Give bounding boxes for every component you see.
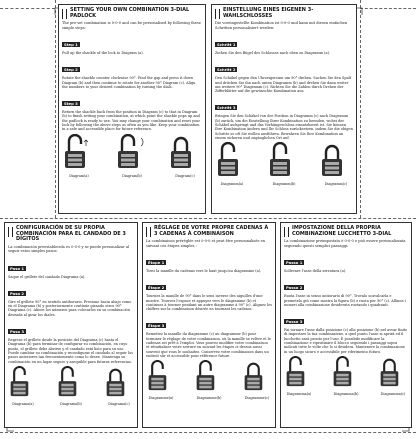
diagram-a (8, 366, 38, 406)
diagram-c (378, 356, 408, 396)
diagram-b-caption: Diagrama(b) (60, 401, 82, 406)
diagram-b-caption: Diagramm(b) (272, 182, 296, 187)
panel-intro: The pre-set combination is 0-0-0 and can be personalised by following these simple steps: (62, 21, 201, 30)
step-3-text: Bringen Sie den Schäkel von der Position in Diagramm (c) nach Diagramm (b) zurück, um die Einstellung Ihrer Kombination zu beenden, wobei der Schäkel aufspringt und das Vorhängeschloss einsatzbereit ist. Sie können Ihre Kombination ändern und Ihr Schloss zurücksetzen, indem Sie die obigen Schritte so oft Sie wollen ausführen. Bewahren Sie Ihre Kombination an einem sicheren und zugänglichen Ort auf. (215, 114, 353, 140)
diagram-c (168, 134, 202, 178)
diagram-a (284, 356, 314, 396)
step-2-label: Passo 2 (286, 285, 303, 291)
diagram-b (194, 360, 224, 400)
panel-italian (280, 222, 412, 428)
padlock-diagrams (146, 360, 272, 400)
step-1-text: Sollevare l'asse della serratura (a). (284, 269, 347, 273)
panel-title: CONFIGURACIÓN DE SU PROPIA COMBINACIÓN PARA EL CANDADO DE 3 DÍGITOS (16, 225, 126, 243)
fold-line-right (360, 0, 361, 218)
step-2-text: Ruota l'asse in senso antiorario di 90°. Trovalo scavalcarla e premetelo giù come mostra la figura (b) e ruota per 90° (c). Allinea i numeri alla combinazione desiderata ruotando i quadranti. (284, 294, 406, 307)
padlock-closed-icon (378, 356, 408, 388)
padlock-diagrams (215, 142, 353, 186)
panel-title: RÉGLAGE DE VOTRE PROPRE CADENAS À 3 CADENAS À COMBINAISON (154, 225, 269, 237)
step-3-label: Step 3 (64, 101, 78, 107)
padlock-rotate-icon (194, 360, 224, 392)
diagram-c (104, 366, 134, 406)
step-1-text: Pull up the shackle of the lock to Diagram (a). (62, 51, 144, 55)
padlock-open-icon (215, 142, 249, 178)
panel-german (211, 4, 357, 214)
fold-line-top-right (360, 8, 416, 9)
ruler-mark-icon (284, 227, 289, 237)
diagram-a-caption: Diagrama(a) (12, 401, 34, 406)
step-3-label: Paso 3 (10, 329, 25, 335)
ruler-mark-icon (8, 227, 13, 237)
ruler-mark-icon (215, 9, 220, 19)
diagram-c (242, 360, 272, 400)
panel-title: SETTING YOUR OWN COMBINATION 3-DIAL PADLOCK (70, 7, 190, 19)
step-2-label: Paso 2 (10, 290, 25, 296)
diagram-b (267, 142, 301, 186)
diagram-b-caption: Diagramma(b) (333, 391, 359, 396)
fold-line-left (55, 0, 56, 218)
diagram-c-caption: Diagramm(c) (324, 182, 348, 187)
step-1-text: Saque el grillete del candado Diagrama (a). (8, 274, 86, 279)
padlock-open-icon (284, 356, 314, 388)
step-3-label: Schritt 3 (217, 105, 236, 111)
fold-line-bottom (0, 432, 416, 433)
step-1-label: Paso 1 (10, 265, 25, 271)
diagram-c-caption: Diagrama(c) (108, 401, 130, 406)
step-2-label: Schritt 2 (217, 67, 236, 73)
step-2-label: Étape 2 (148, 285, 165, 291)
diagram-b (56, 366, 86, 406)
diagram-c (319, 142, 353, 186)
padlock-rotate-icon (115, 134, 149, 170)
panel-intro: Die voreingestellte Kombination ist 0-0-0 und kann mit diesen einfachen Schritten personalisiert werden: (215, 21, 348, 30)
step-1-label: Étape 1 (148, 260, 165, 265)
fold-line-top (0, 8, 55, 9)
panel-intro: La combinación preestablecida es 0-0-0 y se puede personalizar al seguir estos simples pasos: (8, 244, 130, 254)
panel-header (284, 226, 408, 237)
step-3-label: Étape 3 (148, 323, 165, 329)
padlock-closed-icon (168, 134, 202, 170)
step-1-label: Step 1 (64, 42, 78, 47)
diagram-a-caption: Diagramme(a) (148, 396, 174, 401)
padlock-diagrams (8, 366, 134, 406)
panel-intro: La combinazione preimpostata è 0-0-0 e può essere personalizzata seguendo questi semplici passaggi: (284, 239, 406, 248)
diagram-a-caption: Diagramma(a) (286, 391, 312, 396)
step-3-label: Passo 3 (286, 319, 303, 325)
step-2-text: Tournez la manille de 90° dans le sens inverse des aiguilles d'une montre. Trouvez l'espace et appuyez vers le diagramme (b) et continuez à tourner pendant un autre diagramme à 90° (c). Alignez les chiffres sur la combinaison désirée en tournant les cadrans. (146, 294, 273, 312)
padlock-rotate-icon (267, 142, 301, 178)
padlock-closed-icon (242, 360, 272, 392)
padlock-rotate-icon (331, 356, 361, 388)
panel-header (146, 226, 272, 237)
step-2-text: Gire el grillete 90° en sentido antihorario. Presione hacia abajo como en el Diagrama (b) y posteriormente continúe girando otros 90° Diagrama (c). Alinee los números para colocarlos en su combinación deseada al girar los diales. (8, 299, 132, 317)
padlock-diagrams (284, 356, 408, 396)
step-3-text: Remettez la manille du diagramme (c) au diagramme (b) pour terminer le réglage de votre combinaison, où la manille se relève et le cadenas est prêt à l'emploi. Vous pouvez modifier votre combinaison et réinitialiser votre serrure en suivant les étapes ci-dessus aussi souvent que vous le souhaitez. Conservez votre combinaison dans un endroit sûr et accessible pour référence future. (146, 332, 271, 358)
panel-header (62, 8, 202, 19)
padlock-open-icon (8, 366, 38, 398)
panel-title: IMPOSTAZIONE DELLA PROPRIA COMBINAZIONE LUCCHETTO 3-DIAL (292, 225, 392, 237)
padlock-closed-icon (104, 366, 134, 398)
diagram-a (62, 134, 96, 178)
diagram-b-caption: Diagramme(b) (196, 396, 222, 401)
panel-spanish (4, 222, 138, 428)
padlock-open-icon (146, 360, 176, 392)
step-3-text: Fai tornare l'asse dalla posizione (c) alla posizione (b) nel avvar finito di impostare la tua combinazione, a quel punto l'asse si aprirà ed il lucchetto sarà pronto per l'uso. È possibile modificare la combinazione e ripristinare il blocco seguendo i passaggi sopra indicati tutte le volte che lo si desidera. Mantenere la combinazione in un luogo sicuro e accessibile per riferimento futuro. (284, 328, 408, 354)
diagram-a-caption: Diagramm(a) (220, 182, 244, 187)
padlock-diagrams (62, 134, 202, 178)
step-3-text: Return the shackle back from the position in Diagram (c) to that in Diagram (b) to finish setting your combination, at which point the shackle pops up and the padlock is ready to use. You may change your combination and reset your lock by following the above steps as often as you like. Keep your combination in a safe and accessible place for future reference. (62, 110, 200, 132)
step-2-label: Step 2 (64, 67, 78, 73)
ruler-mark-icon (146, 227, 151, 237)
step-3-text: Regrese el grillete desde la posición del Diagrama (c) hasta el Diagrama (b) para terminar de configurar su combinación, en cuyo punto, el grillete debe abrirse y el candado está listo para su uso. Puede cambiar su combinación y reconfigurar el candado al seguir los pasos anteriores tan frecuentemente como lo desee. Mantenga su combinación en un lugar seguro y asequible para futuras referencias. (8, 338, 134, 364)
panel-header (8, 226, 134, 243)
panel-header (215, 8, 353, 19)
step-1-text: Tirez la manille du cadenas vers le haut jusqu'au diagramme (a). (146, 269, 262, 273)
diagram-a (215, 142, 249, 186)
diagram-a (146, 360, 176, 400)
panel-french (142, 222, 276, 428)
step-2-text: Rotate the shackle counter clockwise 90°. Find the gap and press it down Diagram (b) and then continue to rotate for another 90° Diagram (c). Align the numbers to your desired combination by turning the dials. (62, 76, 196, 89)
panel-intro: La combinaison préréglée est 0-0-0 et peut être personnalisée en suivant ces étapes simples : (146, 239, 266, 248)
padlock-rotate-icon (56, 366, 86, 398)
step-2-text: Den Schäkel gegen den Uhrzeigersinn um 90° drehen. Suchen Sie den Spalt und drücken Sie ihn nach unten Diagramm (b) und drehen Sie dann weiter um weitere 90° Diagramm (c). Richten Sie die Zahlen durch Drehen der Zifferblätter auf die gewünschte Kombination aus. (215, 76, 352, 94)
panel-english (58, 4, 206, 214)
padlock-closed-icon (319, 142, 353, 178)
diagram-b (331, 356, 361, 396)
step-1-text: Ziehen Sie den Bügel des Schlosses nach oben zu Diagramm (a). (215, 51, 331, 55)
fold-line-middle (0, 218, 416, 219)
step-1-label: Schritt 1 (217, 42, 236, 47)
diagram-c-caption: Diagramma(c) (380, 391, 406, 396)
diagram-b-caption: Diagram(b) (122, 173, 142, 178)
step-1-label: Passo 1 (286, 260, 303, 265)
ruler-mark-icon (62, 9, 67, 19)
diagram-a-caption: Diagram(a) (69, 173, 89, 178)
diagram-b (115, 134, 149, 178)
diagram-c-caption: Diagram(c) (175, 173, 195, 178)
panel-title: EINSTELLUNG EINES EIGENEN 3-WAHLSCHLOSSES (223, 7, 314, 19)
padlock-open-icon (62, 134, 96, 170)
diagram-c-caption: Diagramme(c) (244, 396, 270, 401)
